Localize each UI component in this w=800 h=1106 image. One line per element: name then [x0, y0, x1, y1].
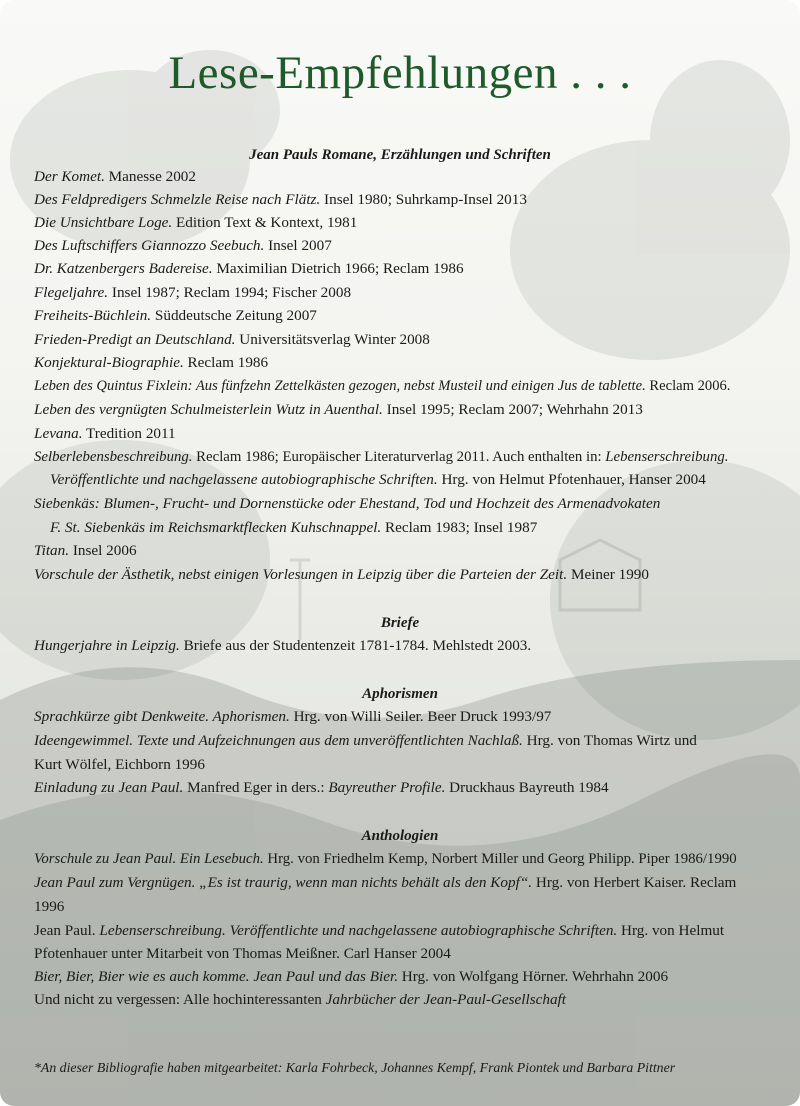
- list-item: Leben des vergnügten Schulmeisterlein Wutz in Auenthal. Insel 1995; Reclam 2007; Wehrhahn 2013: [34, 401, 643, 418]
- list-item: Sprachkürze gibt Denkweite. Aphorismen. Hrg. von Willi Seiler. Beer Druck 1993/97: [34, 708, 552, 725]
- list-item: Des Luftschiffers Giannozzo Seebuch. Insel 2007: [34, 237, 332, 254]
- section-heading-briefe: Briefe: [380, 615, 420, 631]
- list-item: Vorschule der Ästhetik, nebst einigen Vorlesungen in Leipzig über die Parteien der Zeit. Meiner 1990: [34, 566, 649, 583]
- list-item: Des Feldpredigers Schmelzle Reise nach Flätz. Insel 1980; Suhrkamp-Insel 2013: [34, 191, 527, 208]
- list-item: Flegeljahre. Insel 1987; Reclam 1994; Fischer 2008: [34, 284, 352, 301]
- list-item: Titan. Insel 2006: [34, 542, 137, 559]
- list-item: F. St. Siebenkäs im Reichsmarktflecken Kuhschnappel. Reclam 1983; Insel 1987: [50, 519, 538, 536]
- list-item: Levana. Tredition 2011: [34, 425, 176, 442]
- page-title: Lese-Empfehlungen . . .: [168, 47, 632, 99]
- list-item: Und nicht zu vergessen: Alle hochinteressanten Jahrbücher der Jean-Paul-Gesellschaft: [34, 991, 566, 1008]
- list-item: Veröffentlichte und nachgelassene autobiographische Schriften. Hrg. von Helmut Pfotenhauer, Hanser 2004: [50, 471, 706, 488]
- list-item: Bier, Bier, Bier wie es auch komme. Jean Paul und das Bier. Hrg. von Wolfgang Hörner. Wehrhahn 2006: [34, 968, 669, 985]
- list-item: Ideengewimmel. Texte und Aufzeichnungen aus dem unveröffentlichten Nachlaß. Hrg. von Thomas Wirtz und: [34, 732, 697, 749]
- list-item: Vorschule zu Jean Paul. Ein Lesebuch. Hrg. von Friedhelm Kemp, Norbert Miller und Georg Philipp. Piper 1986/1990: [34, 851, 737, 867]
- list-item: Selberlebensbeschreibung. Reclam 1986; Europäischer Literaturverlag 2011. Auch enthalten in: Lebenserschreibung.: [34, 449, 729, 465]
- list-item: Der Komet. Manesse 2002: [34, 168, 196, 185]
- list-item: Konjektural-Biographie. Reclam 1986: [34, 354, 269, 371]
- section-heading-aphorismen: Aphorismen: [362, 686, 438, 702]
- list-item: Kurt Wölfel, Eichborn 1996: [34, 756, 205, 773]
- list-item: Jean Paul zum Vergnügen. „Es ist traurig, wenn man nichts behält als den Kopf“. Hrg. von Herbert Kaiser. Reclam: [34, 874, 737, 891]
- list-item: Dr. Katzenbergers Badereise. Maximilian Dietrich 1966; Reclam 1986: [34, 260, 464, 277]
- list-item: Einladung zu Jean Paul. Manfred Eger in ders.: Bayreuther Profile. Druckhaus Bayreuth 1984: [34, 779, 609, 796]
- footnote: *An dieser Bibliografie haben mitgearbeitet: Karla Fohrbeck, Johannes Kempf, Frank Piontek und Barbara Pittner: [34, 1060, 676, 1075]
- section-heading-anthologien: Anthologien: [361, 828, 439, 844]
- list-item: Pfotenhauer unter Mitarbeit von Thomas Meißner. Carl Hanser 2004: [34, 945, 451, 962]
- list-item: Leben des Quintus Fixlein: Aus fünfzehn Zettelkästen gezogen, nebst Musteil und einigen Jus de tablette. Reclam 2006.: [34, 378, 731, 394]
- list-item: 1996: [34, 898, 65, 915]
- list-item: Frieden-Predigt an Deutschland. Universitätsverlag Winter 2008: [34, 331, 430, 348]
- list-item: Freiheits-Büchlein. Süddeutsche Zeitung 2007: [34, 307, 317, 324]
- list-item: Siebenkäs: Blumen-, Frucht- und Dornenstücke oder Ehestand, Tod und Hochzeit des Armenadvokaten: [34, 495, 661, 512]
- list-item: Hungerjahre in Leipzig. Briefe aus der Studentenzeit 1781-1784. Mehlstedt 2003.: [34, 637, 532, 654]
- list-item: Die Unsichtbare Loge. Edition Text & Kontext, 1981: [34, 214, 358, 231]
- section-heading-romane: Jean Pauls Romane, Erzählungen und Schriften: [249, 147, 551, 163]
- list-item: Jean Paul. Lebenserschreibung. Veröffentlichte und nachgelassene autobiographische Schriften. Hrg. von Helmut: [34, 922, 725, 939]
